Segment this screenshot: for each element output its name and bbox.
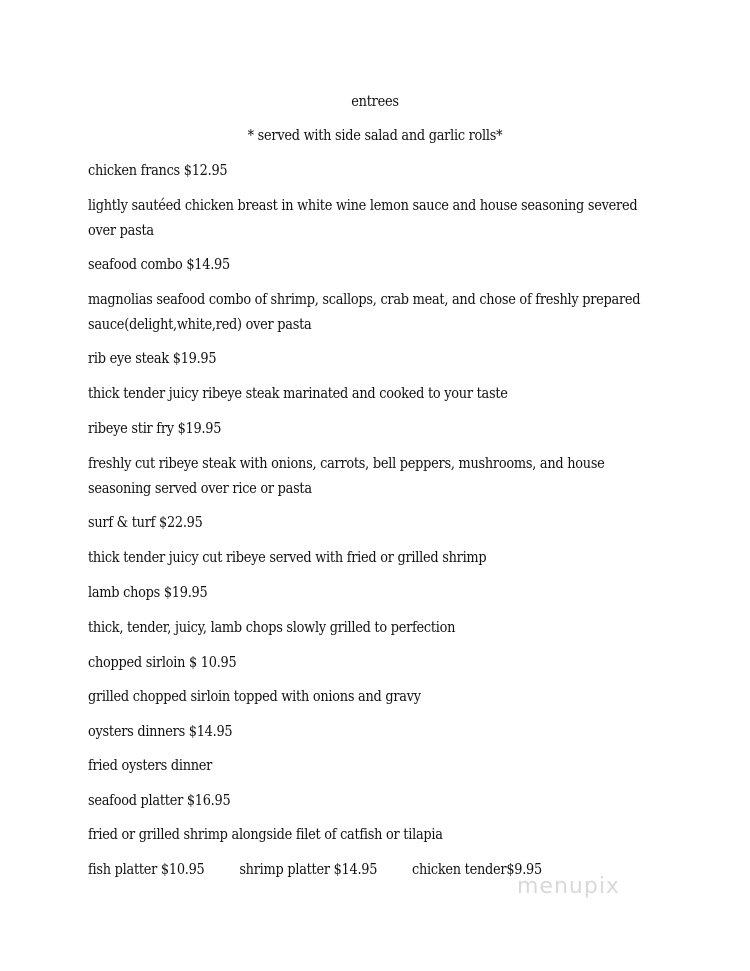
bottom-item: shrimp platter $14.95 <box>239 860 378 878</box>
item-title: chicken francs $12.95 <box>88 161 228 179</box>
item-title: seafood combo $14.95 <box>88 255 230 273</box>
item-title: chopped sirloin $ 10.95 <box>88 653 237 671</box>
item-description: thick tender juicy cut ribeye served with fried or grilled shrimp <box>88 548 487 566</box>
item-description: magnolias seafood combo of shrimp, scallops, crab meat, and chose of freshly prepared sauce(delight,white,red) over pasta <box>88 290 641 333</box>
item-description: lightly sautéed chicken breast in white wine lemon sauce and house seasoning severed over pasta <box>88 196 638 239</box>
watermark-logo: menupix <box>517 874 620 899</box>
item-description: freshly cut ribeye steak with onions, carrots, bell peppers, mushrooms, and house seasoning served over rice or pasta <box>88 454 605 497</box>
item-description: fried oysters dinner <box>88 756 213 774</box>
item-title: surf & turf $22.95 <box>88 513 203 531</box>
item-title: seafood platter $16.95 <box>88 791 231 809</box>
item-title: oysters dinners $14.95 <box>88 722 233 740</box>
item-description: thick, tender, juicy, lamb chops slowly grilled to perfection <box>88 618 456 636</box>
menu-heading: entrees <box>351 92 399 110</box>
item-description: fried or grilled shrimp alongside filet of catfish or tilapia <box>88 825 443 843</box>
bottom-items-row <box>88 857 587 882</box>
bottom-item: chicken tender$9.95 <box>412 860 542 878</box>
menu-note: * served with side salad and garlic rolls* <box>247 126 503 144</box>
bottom-item: fish platter $10.95 <box>88 860 205 878</box>
item-description: grilled chopped sirloin topped with onions and gravy <box>88 687 421 705</box>
item-description: thick tender juicy ribeye steak marinated and cooked to your taste <box>88 384 508 402</box>
item-title: ribeye stir fry $19.95 <box>88 419 222 437</box>
item-title: rib eye steak $19.95 <box>88 349 217 367</box>
item-title: lamb chops $19.95 <box>88 583 208 601</box>
